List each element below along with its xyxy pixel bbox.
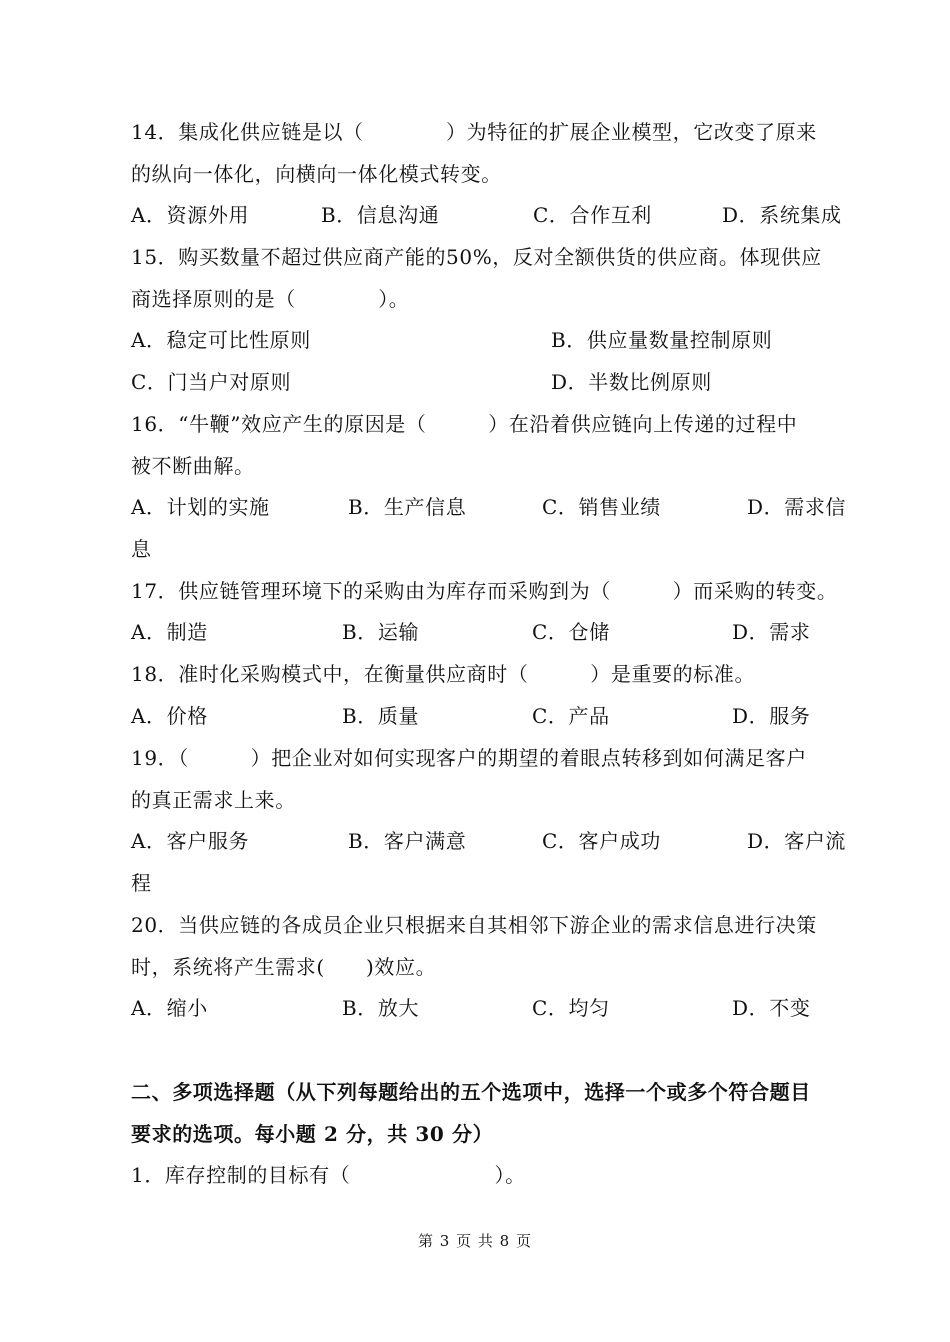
question-20-option-b: B．放大: [342, 996, 420, 1020]
question-14-option-b: B．信息沟通: [321, 203, 440, 227]
question-20-option-a: A．缩小: [131, 996, 208, 1020]
question-15-option-c: C．门当户对原则: [131, 370, 292, 394]
question-18-option-a: A．价格: [131, 704, 208, 728]
section-2-heading-line-1: 二、多项选择题（从下列每题给出的五个选项中，选择一个或多个符合题目: [131, 1080, 811, 1104]
question-17-option-a: A．制造: [131, 620, 208, 644]
question-19-option-c: C．客户成功: [542, 829, 661, 853]
question-14-option-a: A．资源外用: [131, 203, 250, 227]
question-16-option-a: A．计划的实施: [131, 495, 270, 519]
question-19-option-d-wrap: 程: [131, 871, 152, 895]
question-20-line-1: 20．当供应链的各成员企业只根据来自其相邻下游企业的需求信息进行决策: [131, 913, 817, 937]
question-15-option-a: A．稳定可比性原则: [131, 328, 311, 352]
question-17-line-1: 17．供应链管理环境下的采购由为库存而采购到为（ ）而采购的转变。: [131, 579, 838, 603]
question-19-line-1: 19．（ ）把企业对如何实现客户的期望的着眼点转移到如何满足客户: [131, 746, 807, 770]
question-19-option-b: B．客户满意: [348, 829, 467, 853]
question-14-line-2: 的纵向一体化，向横向一体化模式转变。: [131, 162, 502, 186]
question-16-line-2: 被不断曲解。: [131, 454, 255, 478]
question-16-option-d-wrap: 息: [131, 537, 152, 561]
question-19-option-a: A．客户服务: [131, 829, 250, 853]
question-19-option-d: D．客户流: [747, 829, 847, 853]
question-15-line-1: 15．购买数量不超过供应商产能的50%，反对全额供货的供应商。体现供应: [131, 245, 822, 269]
question-15-line-2: 商选择原则的是（ ）。: [131, 287, 410, 311]
question-15-option-b: B．供应量数量控制原则: [551, 328, 773, 352]
question-19-line-2: 的真正需求上来。: [131, 788, 296, 812]
question-16-option-d: D．需求信: [747, 495, 847, 519]
section-2-heading-line-2: 要求的选项。每小题 2 分，共 30 分）: [131, 1122, 494, 1146]
page-footer: 第 3 页 共 8 页: [418, 1232, 532, 1250]
question-16-line-1: 16．“牛鞭”效应产生的原因是（ ）在沿着供应链向上传递的过程中: [131, 412, 798, 436]
question-18-line-1: 18．准时化采购模式中，在衡量供应商时（ ）是重要的标准。: [131, 662, 756, 686]
question-20-line-2: 时，系统将产生需求( )效应。: [131, 955, 437, 979]
question-16-option-c: C．销售业绩: [542, 495, 661, 519]
question-18-option-c: C．产品: [532, 704, 610, 728]
question-18-option-b: B．质量: [342, 704, 420, 728]
question-14-option-c: C．合作互利: [533, 203, 652, 227]
question-20-option-d: D．不变: [732, 996, 811, 1020]
section-2-question-1: 1．库存控制的目标有（ ）。: [131, 1163, 526, 1187]
question-17-option-c: C．仓储: [532, 620, 610, 644]
question-16-option-b: B．生产信息: [348, 495, 467, 519]
question-14-line-1: 14．集成化供应链是以（ ）为特征的扩展企业模型，它改变了原来: [131, 120, 817, 144]
question-18-option-d: D．服务: [732, 704, 811, 728]
question-14-option-d: D．系统集成: [722, 203, 842, 227]
question-15-option-d: D．半数比例原则: [551, 370, 712, 394]
question-20-option-c: C．均匀: [532, 996, 610, 1020]
question-17-option-d: D．需求: [732, 620, 811, 644]
question-17-option-b: B．运输: [342, 620, 420, 644]
